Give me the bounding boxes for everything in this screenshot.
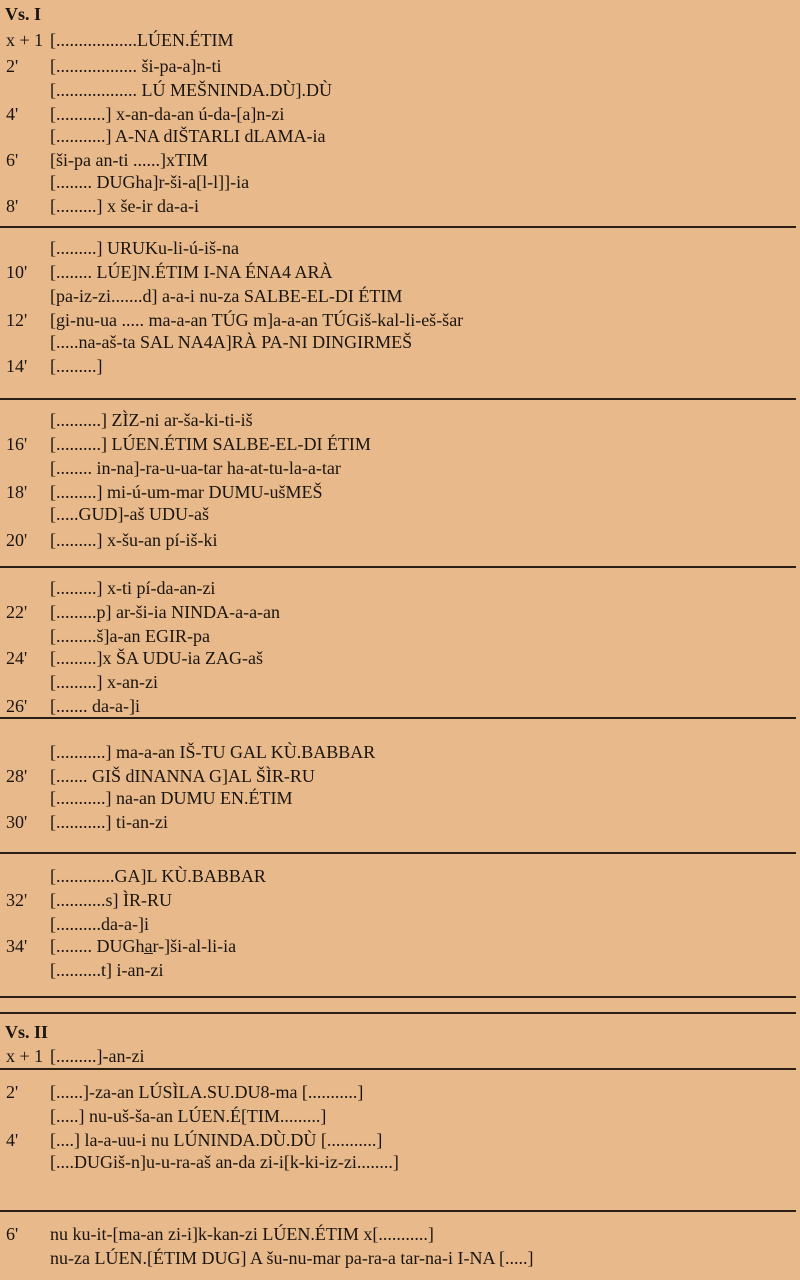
line-text: [...........s] ÌR-RU	[50, 890, 172, 910]
text-line	[0, 1080, 796, 1104]
line-number: 14'	[6, 356, 28, 376]
line-text: [....... da-a-]i	[50, 696, 140, 716]
text-line	[0, 912, 796, 936]
line-text: [ši-pa an-ti ......]xTIM	[50, 150, 208, 170]
line-text: [gi-nu-ua ..... ma-a-an TÚG m]a-a-an TÚGiš-kal-li-eš-šar	[50, 310, 464, 330]
text-line	[0, 1128, 796, 1152]
line-number: 18'	[6, 482, 28, 502]
text-line	[0, 576, 796, 600]
line-text: [......]-za-an LÚSÌLA.SU.DU8-ma [...........]	[50, 1082, 364, 1102]
divider	[0, 398, 796, 400]
line-text: [..........] LÚEN.ÉTIM SALBE-EL-DI ÉTIM	[50, 434, 371, 454]
text-line	[0, 764, 796, 788]
line-number: 28'	[6, 766, 28, 786]
text-line	[0, 260, 796, 284]
line-number: 10'	[6, 262, 28, 282]
line-number: 12'	[6, 310, 28, 330]
col1-heading: Vs. I	[5, 4, 42, 24]
text-line	[0, 600, 796, 624]
line-text: [..................LÚEN.ÉTIM	[50, 30, 234, 50]
text-line	[0, 958, 796, 982]
line-text: [.........] x-ti pí-da-an-zi	[50, 578, 216, 598]
line-number: 32'	[6, 890, 28, 910]
text-line	[0, 102, 796, 126]
line-text: [.....na-aš-ta SAL NA4A]RÀ PA-NI DINGIRMEŠ	[50, 332, 413, 352]
col2-heading: Vs. II	[5, 1022, 49, 1042]
line-number: 6'	[6, 150, 19, 170]
divider	[0, 566, 796, 568]
text-line	[0, 694, 796, 718]
text-line	[0, 480, 796, 504]
line-text: [........ DUGha̲r-]ši-al-li-ia	[50, 936, 237, 956]
line-text: [pa-iz-zi.......d] a-a-i nu-za SALBE-EL-DI ÉTIM	[50, 286, 403, 306]
divider	[0, 717, 796, 719]
text-line	[0, 1222, 796, 1246]
text-line	[0, 934, 796, 958]
line-text: [..........da-a-]i	[50, 914, 149, 934]
line-text: [.....] nu-uš-ša-an LÚEN.É[TIM.........]	[50, 1106, 327, 1126]
text-line	[0, 528, 796, 552]
line-number: 24'	[6, 648, 28, 668]
line-text: [.................. ši-pa-a]n-ti	[50, 56, 222, 76]
line-number: 2'	[6, 56, 19, 76]
line-text: [...........] A-NA dIŠTARLI dLAMA-ia	[50, 126, 326, 146]
text-line	[0, 330, 796, 354]
line-number: 4'	[6, 1130, 19, 1150]
text-line	[0, 624, 796, 648]
line-text: [.........]x ŠA UDU-ia ZAG-aš	[50, 648, 263, 668]
divider	[0, 1210, 796, 1212]
text-line	[0, 1044, 796, 1068]
line-text: [.................. LÚ MEŠNINDA.DÙ].DÙ	[50, 80, 332, 100]
text-line	[0, 864, 796, 888]
text-line	[0, 78, 796, 102]
text-line	[0, 670, 796, 694]
text-line	[0, 810, 796, 834]
divider	[0, 996, 796, 998]
line-text: [.........p] ar-ši-ia NINDA-a-a-an	[50, 602, 281, 622]
line-number: 22'	[6, 602, 28, 622]
line-text: [........ DUGha]r-ši-a[l-l]]-ia	[50, 172, 250, 192]
line-text: [....] la-a-uu-i nu LÚNINDA.DÙ.DÙ [...........]	[50, 1130, 383, 1150]
text-line	[0, 354, 796, 378]
text-line	[0, 54, 796, 78]
line-text: nu-za LÚEN.[ÉTIM DUG] A šu-nu-mar pa-ra-a tar-na-i I-NA [.....]	[50, 1248, 534, 1268]
line-number: 34'	[6, 936, 28, 956]
text-line	[0, 284, 796, 308]
line-text: [....DUGiš-n]u-u-ra-aš an-da zi-i[k-ki-iz-zi........]	[50, 1152, 399, 1172]
text-line	[0, 170, 796, 194]
line-number: 20'	[6, 530, 28, 550]
text-line	[0, 646, 796, 670]
line-text: [.....GUD]-aš UDU-aš	[50, 504, 209, 524]
line-text: [..........] ZÌZ-ni ar-ša-ki-ti-iš	[50, 410, 253, 430]
divider	[0, 226, 796, 228]
line-text: [.........] URUKu-li-ú-iš-na	[50, 238, 239, 258]
text-line	[0, 786, 796, 810]
line-text: [....... GIŠ dINANNA G]AL ŠÌR-RU	[50, 766, 315, 786]
text-line	[0, 1150, 796, 1174]
line-number: 6'	[6, 1224, 19, 1244]
line-text: [.............GA]L KÙ.BABBAR	[50, 866, 266, 886]
line-text: [........ in-na]-ra-u-ua-tar ha-at-tu-la-a-tar	[50, 458, 341, 478]
line-text: [..........t] i-an-zi	[50, 960, 164, 980]
text-line	[0, 1104, 796, 1128]
line-text: [.........] x-an-zi	[50, 672, 158, 692]
text-line	[0, 124, 796, 148]
text-line	[0, 888, 796, 912]
line-text: nu ku-it-[ma-an zi-i]k-kan-zi LÚEN.ÉTIM x[...........]	[50, 1224, 434, 1244]
divider	[0, 852, 796, 854]
text-line	[0, 148, 796, 172]
text-line	[0, 408, 796, 432]
text-line	[0, 1246, 796, 1270]
line-number: x + 1	[6, 30, 44, 50]
text-line	[0, 740, 796, 764]
line-number: 4'	[6, 104, 19, 124]
line-text: [.........]	[50, 356, 103, 376]
line-text: [.........š]a-an EGIR-pa	[50, 626, 210, 646]
line-number: 16'	[6, 434, 28, 454]
divider	[0, 1012, 796, 1014]
divider	[0, 1068, 796, 1070]
text-line	[0, 502, 796, 526]
text-line	[0, 28, 796, 52]
line-number: x + 1	[6, 1046, 44, 1066]
line-number: 30'	[6, 812, 28, 832]
line-text: [...........] x-an-da-an ú-da-[a]n-zi	[50, 104, 285, 124]
line-text: [.........] x še-ir da-a-i	[50, 196, 199, 216]
text-line	[0, 236, 796, 260]
line-number: 8'	[6, 196, 19, 216]
text-line	[0, 194, 796, 218]
line-text: [.........] x-šu-an pí-iš-ki	[50, 530, 218, 550]
text-line	[0, 432, 796, 456]
line-text: [.........] mi-ú-um-mar DUMU-ušMEŠ	[50, 482, 323, 502]
line-text: [...........] ti-an-zi	[50, 812, 168, 832]
text-line	[0, 456, 796, 480]
line-text: [.........]-an-zi	[50, 1046, 145, 1066]
line-text: [...........] na-an DUMU EN.ÉTIM	[50, 788, 293, 808]
line-number: 2'	[6, 1082, 19, 1102]
line-text: [........ LÚE]N.ÉTIM I-NA ÉNA4 ARÀ	[50, 262, 333, 282]
text-line	[0, 308, 796, 332]
line-number: 26'	[6, 696, 28, 716]
line-text: [...........] ma-a-an IŠ-TU GAL KÙ.BABBAR	[50, 742, 376, 762]
